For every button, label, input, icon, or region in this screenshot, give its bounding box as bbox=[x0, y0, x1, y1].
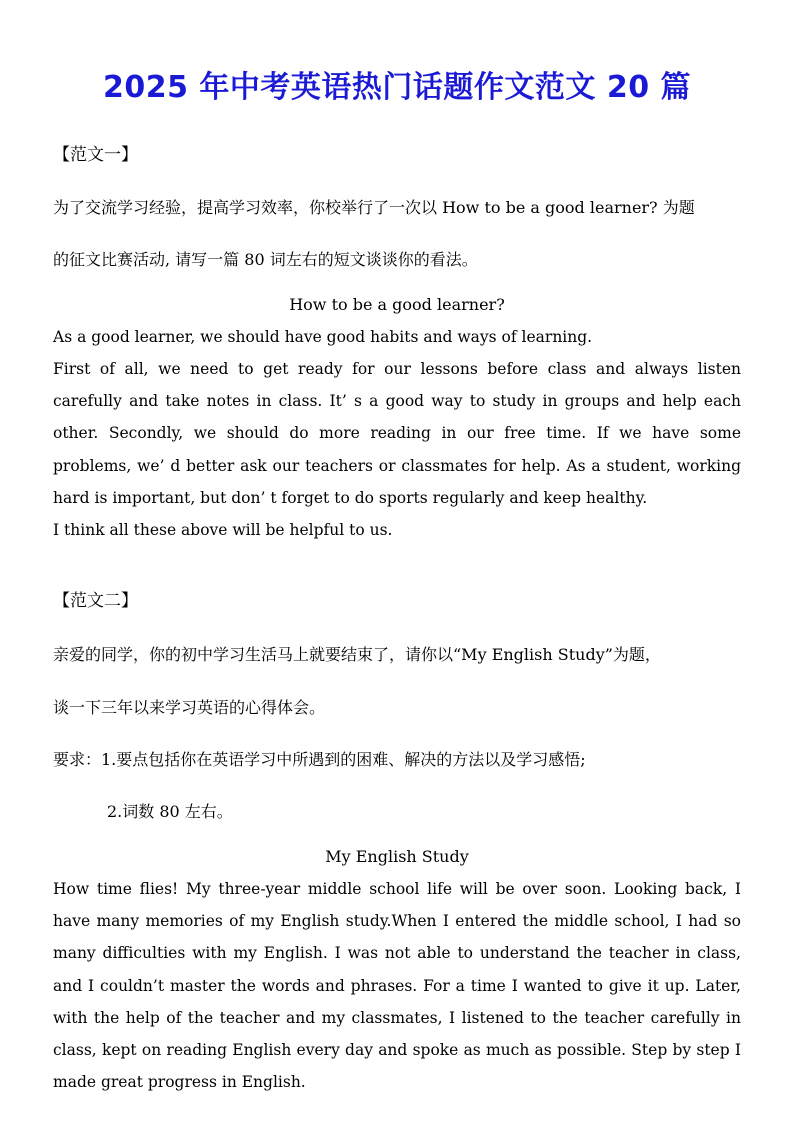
sample1-paragraph-2: First of all, we need to get ready for our lessons before class and always listen carefully and take notes in class. It’ s a good way to study in groups and help each other. Secondly, we should do more reading in our free time. If we have some problems, we’ d better ask our teachers or classmates for help. As a student, working hard is important, but don’ t forget to do sports regularly and keep healthy. bbox=[53, 360, 741, 507]
sample1-prompt-line1: 为了交流学习经验，提高学习效率，你校举行了一次以 How to be a good learner? 为题 bbox=[53, 198, 695, 217]
document-title: 2025 年中考英语热门话题作文范文 20 篇 bbox=[102, 70, 692, 105]
sample1-heading: 【范文一】 bbox=[53, 145, 138, 165]
sample2-prompt-line1: 亲爱的同学，你的初中学习生活马上就要结束了，请你以“My English Study”为题， bbox=[53, 645, 661, 664]
sample2-prompt-line2: 谈一下三年以来学习英语的心得体会。 bbox=[53, 698, 326, 717]
sample2-essay-title: My English Study bbox=[325, 847, 469, 866]
sample1-prompt-line2: 的征文比赛活动, 请写一篇 80 词左右的短文谈谈你的看法。 bbox=[53, 250, 478, 269]
sample1-paragraph-3: I think all these above will be helpful to us. bbox=[53, 521, 393, 539]
sample1-paragraph-1: As a good learner, we should have good habits and ways of learning. bbox=[53, 328, 593, 346]
sample2-heading: 【范文二】 bbox=[53, 591, 138, 611]
sample2-requirement-line1: 要求：1.要点包括你在英语学习中所遇到的困难、解决的方法以及学习感悟; bbox=[53, 750, 586, 769]
sample2-requirement-line2: 2.词数 80 左右。 bbox=[107, 802, 233, 821]
sample2-paragraph-1: How time flies! My three-year middle school life will be over soon. Looking back, I have many memories of my English study.When I entered the middle school, I had so many difficulties with my English. I was not able to understand the teacher in class, and I couldn’t master the words and phrases. For a time I wanted to give it up. Later, with the help of the teacher and my classmates, I listened to the teacher carefully in class, kept on reading English every day and spoke as much as possible. Step by step I made great progress in English. bbox=[53, 880, 741, 1092]
sample1-essay-title: How to be a good learner? bbox=[289, 295, 505, 314]
